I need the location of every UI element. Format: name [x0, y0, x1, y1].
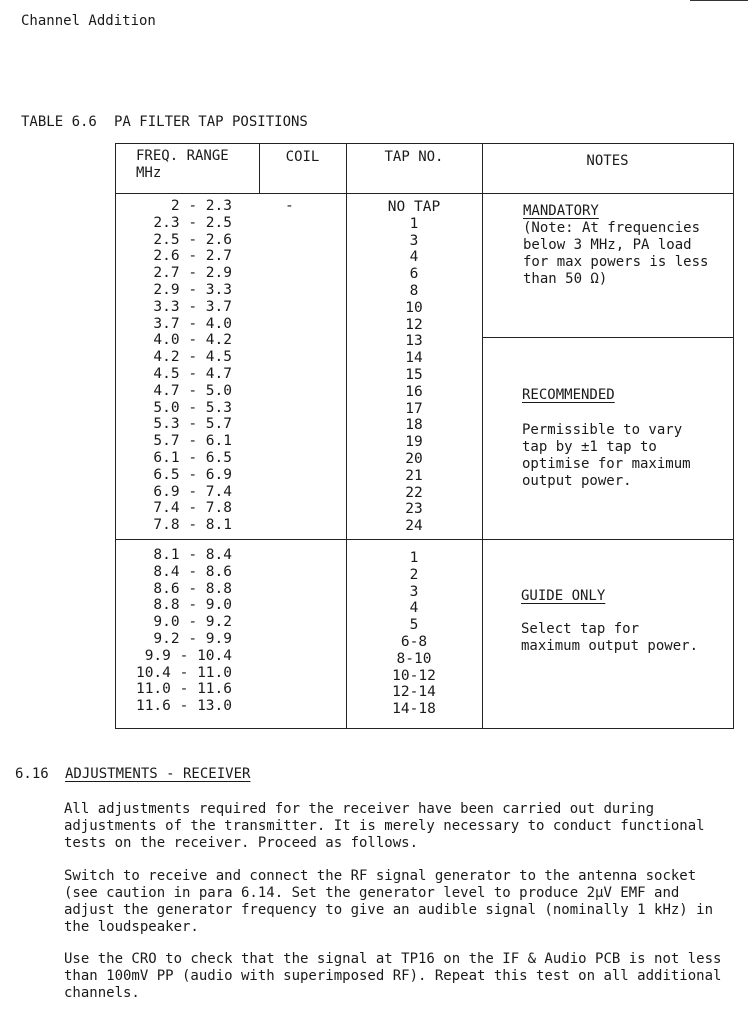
note-heading: MANDATORY: [523, 203, 599, 219]
freq-range-cell: 2 - 2.3: [170, 198, 232, 214]
freq-range-cell: 3.3 - 3.7: [153, 298, 232, 315]
tap-number-cell: 1: [409, 550, 419, 566]
column-header-notes: NOTES: [586, 153, 629, 169]
tap-number-cell: 14: [405, 350, 423, 367]
note-mandatory: MANDATORY (Note: At frequencies below 3 MHz, PA load for max powers is less than 50 Ω): [523, 203, 709, 287]
tap-number-cell: 6-8: [400, 633, 428, 650]
tap-number-cell: 24: [405, 518, 423, 535]
paragraph: Use the CRO to check that the signal at TP16 on the IF & Audio PCB is not less than 100mV PP (audio with superimposed RF). Repeat this test on all additional channels.: [64, 951, 722, 1001]
group-2-ranges: [120, 547, 232, 715]
coil-mark: -: [285, 198, 294, 214]
tap-number-cell: 12-14: [392, 684, 436, 701]
freq-range-cell: 11.0 - 11.6: [135, 681, 232, 698]
tap-number-cell: 10-12: [392, 667, 436, 684]
freq-range-cell: 8.8 - 9.0: [153, 597, 232, 614]
tap-number-cell: 19: [405, 434, 423, 451]
freq-range-cell: 4.7 - 5.0: [153, 382, 232, 399]
freq-range-cell: 7.8 - 8.1: [153, 517, 232, 534]
freq-range-cell: 8.1 - 8.4: [153, 547, 232, 563]
tap-number-cell: 17: [405, 400, 423, 417]
group-1-ranges: [120, 198, 232, 534]
freq-range-cell: 6.1 - 6.5: [153, 449, 232, 466]
freq-range-cell: 9.9 - 10.4: [144, 647, 232, 664]
tap-number-cell: 20: [405, 450, 423, 467]
group-1-taps: [346, 199, 482, 535]
freq-range-cell: 2.5 - 2.6: [153, 231, 232, 248]
section-heading: ADJUSTMENTS - RECEIVER: [65, 766, 251, 782]
note-guide-body: Select tap for maximum output power.: [521, 621, 699, 654]
table-title: TABLE 6.6: [21, 114, 97, 130]
tap-number-cell: 3: [409, 232, 419, 249]
freq-range-cell: 4.2 - 4.5: [153, 349, 232, 366]
tap-number-cell: 15: [405, 366, 423, 383]
freq-range-cell: 2.9 - 3.3: [153, 281, 232, 298]
freq-range-cell: 11.6 - 13.0: [135, 698, 232, 715]
freq-range-cell: 2.7 - 2.9: [153, 265, 232, 282]
tap-number-cell: 22: [405, 484, 423, 501]
tap-number-cell: 6: [409, 266, 419, 283]
section-header: Channel Addition: [21, 13, 156, 29]
tap-number-cell: 8-10: [396, 650, 432, 667]
freq-range-cell: 2.6 - 2.7: [153, 248, 232, 265]
table-caption: PA FILTER TAP POSITIONS: [114, 114, 308, 130]
freq-range-cell: 8.6 - 8.8: [153, 580, 232, 597]
tap-number-cell: 10: [405, 299, 423, 316]
tap-number-cell: 16: [405, 383, 423, 400]
note-heading: RECOMMENDED: [522, 387, 615, 403]
note-recommended-body: Permissible to vary tap by ±1 tap to optimise for maximum output power.: [522, 422, 691, 489]
freq-range-cell: 5.3 - 5.7: [153, 416, 232, 433]
tap-number-cell: 23: [405, 501, 423, 518]
column-header-freq: FREQ. RANGE MHz: [136, 148, 229, 181]
tap-number-cell: 5: [409, 617, 419, 634]
freq-range-cell: 10.4 - 11.0: [135, 664, 232, 681]
tap-number-cell: 21: [405, 467, 423, 484]
page-edge-mark: [690, 0, 748, 1]
tap-number-cell: 18: [405, 417, 423, 434]
freq-range-cell: 8.4 - 8.6: [153, 563, 232, 580]
freq-range-cell: 4.0 - 4.2: [153, 332, 232, 349]
freq-range-cell: 6.9 - 7.4: [153, 483, 232, 500]
note-heading: GUIDE ONLY: [521, 588, 606, 604]
tap-number-cell: NO TAP: [387, 199, 441, 215]
column-header-tap: TAP NO.: [384, 149, 444, 165]
tap-number-cell: 8: [409, 282, 419, 299]
group-2-taps: [346, 550, 482, 718]
tap-number-cell: 13: [405, 333, 423, 350]
paragraph: Switch to receive and connect the RF signal generator to the antenna socket (see caution in para 6.14. Set the generator level to produce 2µV EMF and adjust the generator frequency to give an audible signal (nominally 1 kHz) in the loudspeaker.: [64, 868, 714, 935]
freq-range-cell: 4.5 - 4.7: [153, 365, 232, 382]
section-number: 6.16: [15, 766, 49, 782]
tap-number-cell: 12: [405, 316, 423, 333]
tap-number-cell: 2: [409, 566, 419, 583]
freq-range-cell: 3.7 - 4.0: [153, 315, 232, 332]
freq-range-cell: 7.4 - 7.8: [153, 500, 232, 517]
freq-range-cell: 6.5 - 6.9: [153, 466, 232, 483]
tap-number-cell: 14-18: [392, 701, 436, 718]
tap-number-cell: 3: [409, 583, 419, 600]
freq-range-cell: 5.7 - 6.1: [153, 433, 232, 450]
tap-number-cell: 4: [409, 600, 419, 617]
freq-range-cell: 2.3 - 2.5: [153, 214, 232, 231]
tap-number-cell: 4: [409, 249, 419, 266]
note-guide: [521, 588, 605, 605]
freq-range-cell: 5.0 - 5.3: [153, 399, 232, 416]
paragraph: All adjustments required for the receiver have been carried out during adjustments of the transmitter. It is merely necessary to conduct functional tests on the receiver. Proceed as follows.: [64, 801, 705, 851]
tap-number-cell: 1: [409, 215, 419, 232]
freq-range-cell: 9.2 - 9.9: [153, 630, 232, 647]
freq-range-cell: 9.0 - 9.2: [153, 614, 232, 631]
note-recommended: [522, 387, 615, 404]
column-header-coil: COIL: [285, 149, 320, 165]
